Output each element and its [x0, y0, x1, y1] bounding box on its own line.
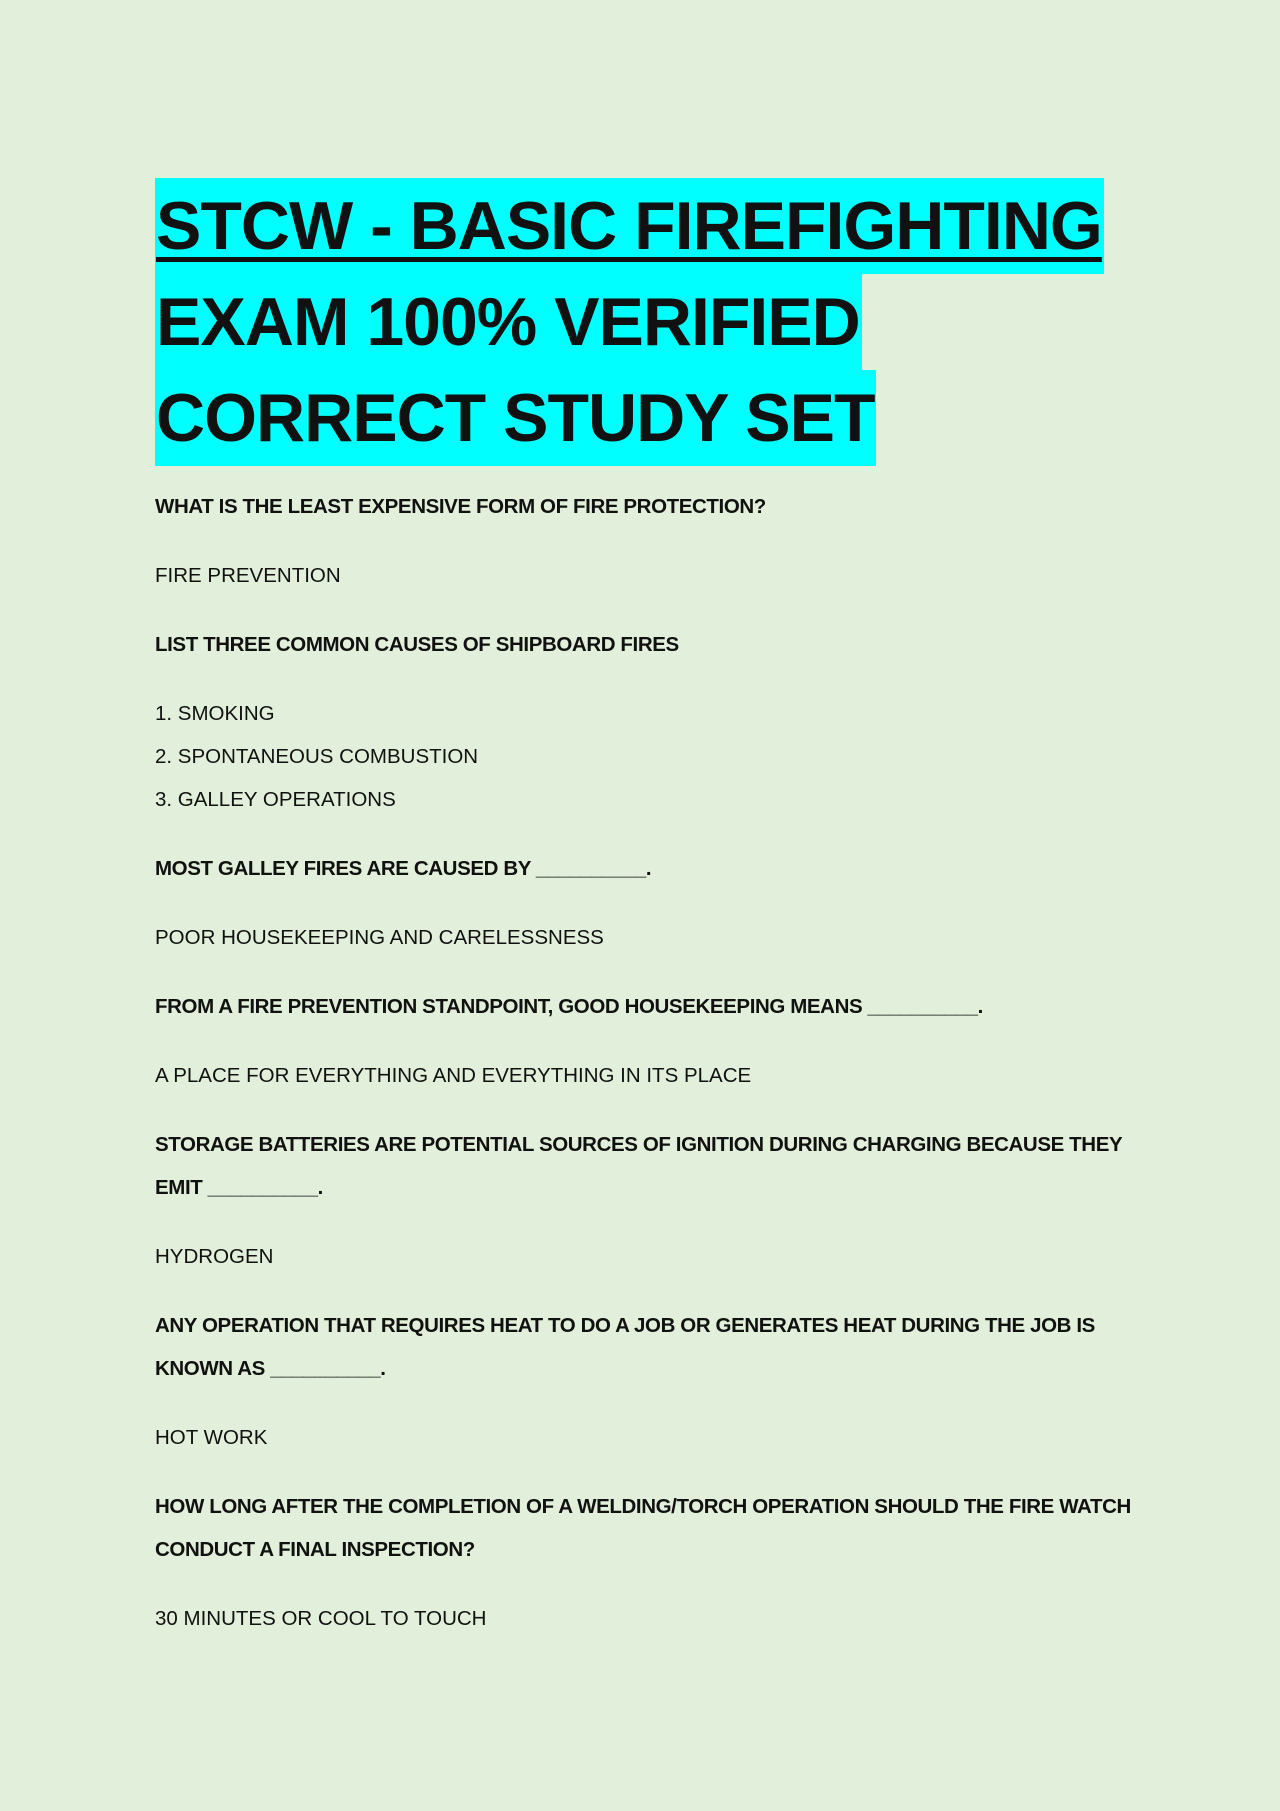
spacer	[155, 1097, 1155, 1123]
spacer	[155, 1390, 1155, 1416]
answer-text: HOT WORK	[155, 1426, 268, 1449]
spacer	[155, 1571, 1155, 1597]
question-text: FROM A FIRE PREVENTION STANDPOINT, GOOD HOUSEKEEPING MEANS __________.	[155, 995, 983, 1018]
question-text: HOW LONG AFTER THE COMPLETION OF A WELDING/TORCH OPERATION SHOULD THE FIRE WATCH	[155, 1495, 1131, 1518]
spacer	[155, 821, 1155, 847]
spacer	[155, 1028, 1155, 1054]
answer-text: 3. GALLEY OPERATIONS	[155, 788, 396, 811]
question-text: EMIT __________.	[155, 1176, 323, 1199]
spacer	[155, 1209, 1155, 1235]
spacer	[155, 1278, 1155, 1304]
title-line-3: CORRECT STUDY SET	[155, 370, 876, 466]
qa-item	[155, 485, 1155, 623]
qa-item	[155, 1123, 1155, 1304]
title-line-1: STCW - BASIC FIREFIGHTING	[155, 178, 1104, 274]
question-text: ANY OPERATION THAT REQUIRES HEAT TO DO A JOB OR GENERATES HEAT DURING THE JOB IS	[155, 1314, 1095, 1337]
answer-text: 2. SPONTANEOUS COMBUSTION	[155, 745, 479, 768]
spacer	[155, 890, 1155, 916]
document-page	[155, 178, 1155, 1640]
qa-item	[155, 623, 1155, 847]
question-text: LIST THREE COMMON CAUSES OF SHIPBOARD FIRES	[155, 633, 679, 656]
spacer	[155, 666, 1155, 692]
title-line-2: EXAM 100% VERIFIED	[155, 274, 862, 370]
question-text: KNOWN AS __________.	[155, 1357, 386, 1380]
spacer	[155, 1459, 1155, 1485]
answer-text: A PLACE FOR EVERYTHING AND EVERYTHING IN ITS PLACE	[155, 1064, 752, 1087]
question-text: MOST GALLEY FIRES ARE CAUSED BY __________.	[155, 857, 652, 880]
answer-text: HYDROGEN	[155, 1245, 274, 1268]
qa-item	[155, 1304, 1155, 1485]
qa-item	[155, 985, 1155, 1123]
question-text: WHAT IS THE LEAST EXPENSIVE FORM OF FIRE PROTECTION?	[155, 495, 766, 518]
answer-text: FIRE PREVENTION	[155, 564, 341, 587]
qa-item	[155, 847, 1155, 985]
question-text: STORAGE BATTERIES ARE POTENTIAL SOURCES OF IGNITION DURING CHARGING BECAUSE THEY	[155, 1133, 1123, 1156]
answer-text: 30 MINUTES OR COOL TO TOUCH	[155, 1607, 487, 1630]
answer-text: 1. SMOKING	[155, 702, 275, 725]
spacer	[155, 528, 1155, 554]
spacer	[155, 597, 1155, 623]
question-text: CONDUCT A FINAL INSPECTION?	[155, 1538, 475, 1561]
spacer	[155, 959, 1155, 985]
question-answer-list	[155, 485, 1155, 1640]
answer-text: POOR HOUSEKEEPING AND CARELESSNESS	[155, 926, 604, 949]
document-title	[155, 178, 1155, 466]
qa-item	[155, 1485, 1155, 1640]
